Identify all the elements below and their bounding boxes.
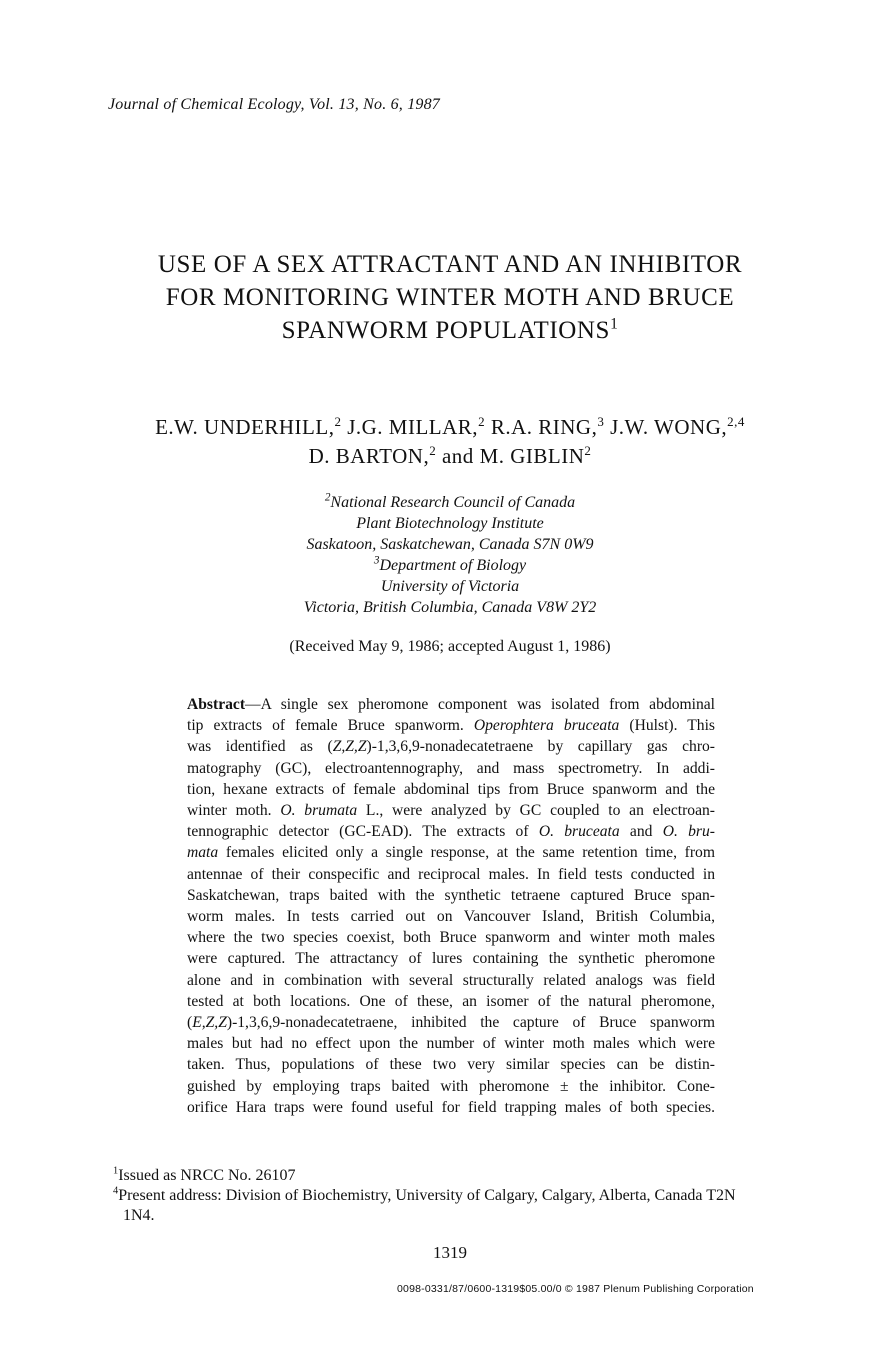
abstract-line: guished by employing traps baited with pheromone ± the inhibitor. Cone- — [187, 1077, 715, 1095]
author-affiliation-mark: 2 — [334, 414, 342, 429]
isomer-notation: Z,Z,Z — [332, 738, 367, 756]
author-name: R.A. RING, — [490, 415, 598, 439]
species-name: O. brumata — [280, 802, 358, 820]
abstract-heading: Abstract — [187, 696, 246, 713]
abstract-line — [187, 821, 715, 842]
abstract-line: tested at both locations. One of these, an isomer of the natural pheromone, — [187, 992, 715, 1010]
author-affiliation-mark: 2 — [429, 443, 437, 458]
author-line — [60, 442, 840, 471]
author-name: J.G. MILLAR, — [347, 415, 479, 439]
title-line: FOR MONITORING WINTER MOTH AND BRUCE — [165, 284, 735, 311]
affiliation-text: National Research Council of Canada — [330, 494, 576, 511]
author-affiliation-mark: 3 — [597, 414, 605, 429]
author-affiliation-mark: 2 — [478, 414, 486, 429]
abstract-text: L., were analyzed by GC coupled to an electroan- — [357, 802, 715, 820]
title-footnote-mark: 1 — [610, 315, 619, 333]
abstract — [187, 694, 715, 1118]
abstract-line — [187, 800, 715, 821]
author-affiliation-mark: 2,4 — [727, 414, 745, 429]
copyright-line: 0098-0331/87/0600-1319$05.00/0 © 1987 Plenum Publishing Corporation — [397, 1283, 754, 1295]
footnote — [113, 1166, 803, 1186]
abstract-line — [187, 842, 715, 863]
abstract-line: taken. Thus, populations of these two very similar species can be distin- — [187, 1056, 715, 1074]
abstract-line: alone and in combination with several structurally related analogs was field — [187, 971, 715, 989]
footnote — [113, 1186, 803, 1206]
abstract-line: tion, hexane extracts of female abdominal tips from Bruce spanworm and the — [187, 780, 715, 798]
footnote-mark: 1 — [113, 1165, 119, 1177]
affiliation-line: Victoria, British Columbia, Canada V8W 2Y2 — [303, 599, 597, 616]
abstract-text: (Hulst). This — [619, 717, 715, 735]
footnote-continuation: 1N4. — [123, 1207, 155, 1224]
abstract-text: was identified as ( — [187, 738, 333, 756]
abstract-line: males but had no effect upon the number of winter moth males which were — [187, 1035, 715, 1053]
author-list — [60, 413, 840, 471]
author-affiliation-mark: 2 — [584, 443, 592, 458]
author-line — [60, 413, 840, 442]
abstract-text: and — [619, 823, 663, 841]
species-name: mata — [187, 844, 219, 862]
affiliation-mark: 2 — [324, 491, 331, 504]
abstract-line: antennae of their conspecific and reciprocal males. In field tests conducted in — [187, 865, 715, 883]
affiliation-line: University of Victoria — [380, 578, 520, 595]
abstract-text: )-1,3,6,9-nonadecatetraene by capillary gas chro- — [366, 738, 715, 756]
author-name: M. GIBLIN — [479, 444, 585, 468]
affiliation-text: Department of Biology — [379, 557, 527, 574]
title-line: USE OF A SEX ATTRACTANT AND AN INHIBITOR — [157, 251, 743, 278]
abstract-line: matography (GC), electroantennography, and mass spectrometry. In addi- — [187, 759, 715, 777]
affiliation-line — [200, 492, 700, 513]
author-name: J.W. WONG, — [610, 415, 728, 439]
abstract-text: females elicited only a single response, at the same retention time, from — [218, 844, 715, 862]
isomer-notation: E,Z,Z — [192, 1014, 227, 1032]
footnote-text: Present address: Division of Biochemistry, University of Calgary, Calgary, Alberta, Canada T2N — [118, 1187, 736, 1204]
abstract-line — [187, 715, 715, 736]
abstract-line — [187, 1012, 715, 1033]
abstract-line: where the two species coexist, both Bruce spanworm and winter moth males — [187, 929, 715, 947]
footnote-mark: 4 — [113, 1185, 119, 1197]
abstract-line: Saskatchewan, traps baited with the synthetic tetraene captured Bruce span- — [187, 886, 715, 904]
species-name: Operophtera bruceata — [473, 717, 620, 735]
affiliation-line: Saskatoon, Saskatchewan, Canada S7N 0W9 — [306, 536, 594, 553]
affiliation-line: Plant Biotechnology Institute — [356, 515, 544, 532]
author-connector: and — [441, 444, 474, 468]
abstract-text: ( — [187, 1014, 193, 1032]
abstract-text: tennographic detector (GC-EAD). The extracts of — [187, 823, 539, 841]
abstract-text: —A single sex pheromone component was isolated from abdominal — [245, 696, 715, 713]
abstract-text: )-1,3,6,9-nonadecatetraene, inhibited the capture of Bruce spanworm — [226, 1014, 715, 1032]
abstract-line — [187, 694, 715, 715]
species-name: O. bru- — [662, 823, 715, 841]
article-title — [60, 248, 840, 347]
affiliation-line — [200, 555, 700, 576]
author-name: D. BARTON, — [308, 444, 430, 468]
species-name: O. bruceata — [538, 823, 620, 841]
received-dates: (Received May 9, 1986; accepted August 1, 1986) — [289, 638, 611, 655]
abstract-line: were captured. The attractancy of lures containing the synthetic pheromone — [187, 950, 715, 968]
abstract-text: winter moth. — [187, 802, 281, 820]
footnotes — [113, 1166, 803, 1226]
journal-citation: Journal of Chemical Ecology, Vol. 13, No. 6, 1987 — [108, 96, 440, 113]
title-line-text: SPANWORM POPULATIONS — [281, 317, 611, 344]
footnote-text: Issued as NRCC No. 26107 — [118, 1167, 296, 1184]
author-name: E.W. UNDERHILL, — [155, 415, 335, 439]
affiliation-mark: 3 — [373, 554, 380, 567]
abstract-line: orifice Hara traps were found useful for field trapping males of both species. — [187, 1098, 715, 1116]
abstract-line — [187, 736, 715, 757]
page-number: 1319 — [433, 1243, 467, 1262]
abstract-line: worm males. In tests carried out on Vancouver Island, British Columbia, — [187, 908, 715, 926]
affiliations — [200, 492, 700, 618]
abstract-text: tip extracts of female Bruce spanworm. — [187, 717, 474, 735]
title-line — [60, 314, 840, 347]
